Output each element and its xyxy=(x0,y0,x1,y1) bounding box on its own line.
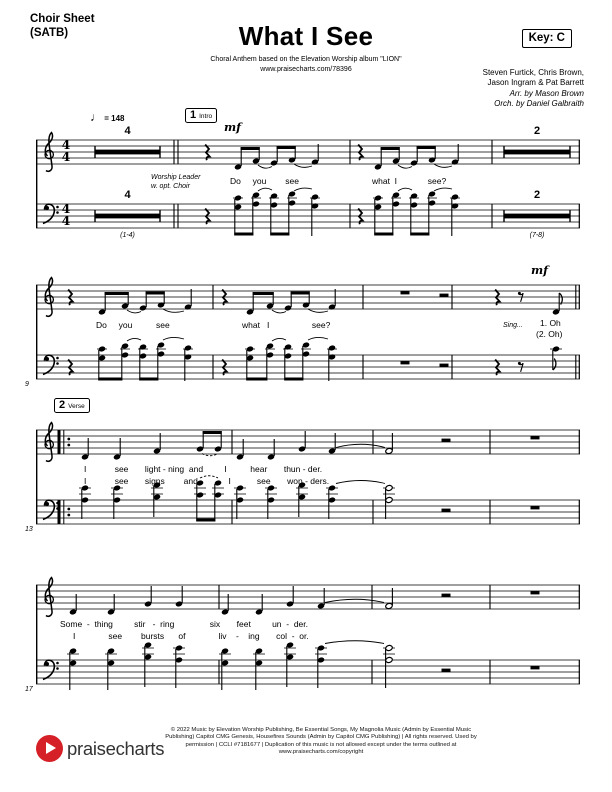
time-sig-bass-top: 4 xyxy=(61,201,71,216)
multirest-range: (1-4) xyxy=(120,232,135,239)
bass-clef-icon xyxy=(43,355,59,374)
lyric-line: Do you see xyxy=(230,176,299,186)
time-sig-treble-top: 4 xyxy=(61,137,71,152)
writers-line2: Jason Ingram & Pat Barrett xyxy=(487,78,584,88)
writers-line1: Steven Furtick, Chris Brown, xyxy=(482,68,584,77)
lyric-line-verse2: I see signs and I see won - ders. xyxy=(84,476,330,486)
measure-number: 13 xyxy=(25,526,33,533)
document-type-line1: Choir Sheet xyxy=(30,13,95,25)
time-sig-treble-bottom: 4 xyxy=(61,149,71,164)
lyric-line-verse2: I see bursts of liv - ing col - or. xyxy=(73,631,309,641)
bass-clef-icon xyxy=(43,660,59,679)
direction-line1: Worship Leader xyxy=(151,174,201,181)
system-1 xyxy=(36,133,580,237)
subtitle: Choral Anthem based on the Elevation Worship album "LION" xyxy=(210,56,402,63)
play-icon xyxy=(46,742,56,754)
source-url: www.praisecharts.com/78396 xyxy=(260,65,352,73)
lyric-line-verse1: Some - thing stir - ring six feet un - der. xyxy=(60,619,308,629)
time-sig-bass-bottom: 4 xyxy=(61,213,71,228)
document-type-line2: (SATB) xyxy=(30,26,69,39)
brand-name: praisecharts xyxy=(67,738,165,759)
rehearsal-number: 1 xyxy=(190,109,197,121)
lyric-line: what I see? xyxy=(242,320,331,330)
tempo-marking xyxy=(90,110,124,124)
multirest-count: 4 xyxy=(124,125,131,137)
praisecharts-logo-icon xyxy=(36,735,63,762)
bass-clef-icon xyxy=(43,500,59,519)
multirest-range: (7-8) xyxy=(529,232,545,239)
dynamic-mf-1: mf xyxy=(224,120,242,134)
rehearsal-label: Intro xyxy=(199,113,213,120)
tempo-value: = 148 xyxy=(104,114,125,123)
measure-number: 9 xyxy=(25,381,29,388)
lyric-line: what I see? xyxy=(372,176,447,186)
copyright-text: © 2022 Music by Elevation Worship Publishing, Be Essential Songs, My Magnolia Music (Admin by Essential Music Publishing) Capitol CMG Genesis, Housefires Sounds (Admin by Capitol CMG Publishing) | All rights reserved. Used by permission | CCLI #7181677 | Duplication of this music is not allowed except under the terms outlined at www.praisecharts.com/copyright xyxy=(165,727,477,755)
performance-direction xyxy=(151,173,200,191)
orchestrator: Orch. by Daniel Galbraith xyxy=(494,98,584,108)
multirest-count: 2 xyxy=(533,125,541,137)
rehearsal-number: 2 xyxy=(59,399,66,411)
page-title: What I See xyxy=(238,21,374,51)
multirest-count: 2 xyxy=(533,189,541,201)
rehearsal-mark-intro xyxy=(185,108,217,123)
lyric-line: Do you see xyxy=(96,320,170,330)
measure-number: 17 xyxy=(25,686,33,693)
rehearsal-mark-verse xyxy=(54,398,90,413)
verse-entry-2: (2. Oh) xyxy=(536,329,563,339)
bass-clef-icon xyxy=(43,204,59,223)
key-badge: Key: C xyxy=(522,29,572,48)
multirest-count: 4 xyxy=(124,189,131,201)
quarter-note-icon: ♩ xyxy=(90,110,102,124)
rehearsal-label: Verse xyxy=(68,403,85,410)
direction-line2: w. opt. Choir xyxy=(151,183,190,190)
arranger: Arr. by Mason Brown xyxy=(509,88,584,98)
lyric-line-verse1: I see light - ning and I hear thun - der. xyxy=(84,464,323,474)
sing-cue: Sing... xyxy=(503,322,523,329)
dynamic-mf-2: mf xyxy=(531,263,549,277)
verse-entry-1: 1. Oh xyxy=(540,318,561,328)
